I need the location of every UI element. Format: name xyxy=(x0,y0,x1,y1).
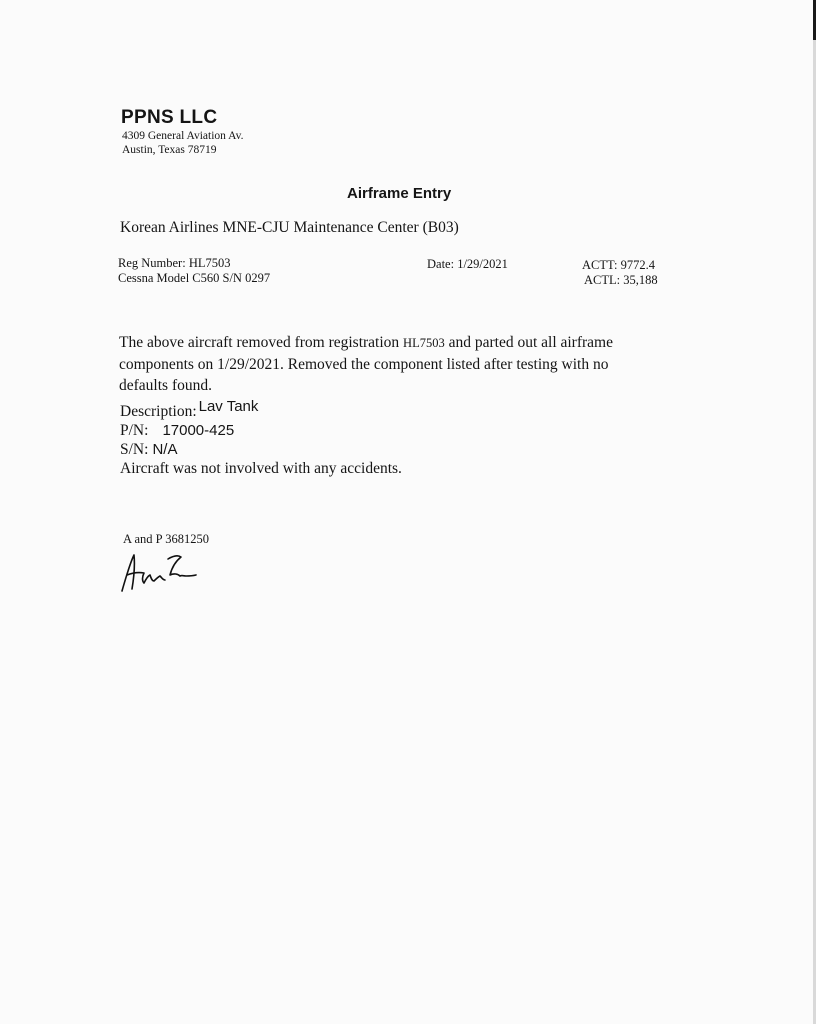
actt-value: ACTT: 9772.4 xyxy=(582,258,655,272)
entry-date: Date: 1/29/2021 xyxy=(427,257,508,271)
statement-line-1 xyxy=(119,332,659,354)
part-number-field xyxy=(120,422,234,440)
statement-line-1-start: The above aircraft removed from registration xyxy=(119,334,404,351)
statement-paragraph xyxy=(119,332,659,396)
statement-line-2: components on 1/29/2021. Removed the component listed after testing with no xyxy=(119,356,609,373)
accident-statement: Aircraft was not involved with any accidents. xyxy=(120,460,402,477)
description-field xyxy=(120,398,259,421)
statement-registration: HL7503 xyxy=(403,336,445,350)
part-number-value: 17000-425 xyxy=(162,422,235,439)
maintenance-center-line: Korean Airlines MNE-CJU Maintenance Center (B03) xyxy=(120,219,459,236)
statement-line-3: defaults found. xyxy=(119,377,212,394)
serial-number-value: N/A xyxy=(152,441,178,458)
signature xyxy=(118,545,198,597)
description-value: Lav Tank xyxy=(198,398,259,415)
description-label: Description: xyxy=(120,403,197,420)
serial-number-label: S/N: xyxy=(120,441,149,458)
ap-certificate-number: A and P 3681250 xyxy=(123,532,209,546)
serial-number-field xyxy=(120,441,177,459)
registration-number: Reg Number: HL7503 xyxy=(118,256,231,270)
part-number-label: P/N: xyxy=(120,422,149,439)
company-address-line2: Austin, Texas 78719 xyxy=(122,144,217,156)
company-name: PPNS LLC xyxy=(121,107,218,128)
company-address-line1: 4309 General Aviation Av. xyxy=(122,130,244,142)
actl-value: ACTL: 35,188 xyxy=(584,273,658,287)
aircraft-model: Cessna Model C560 S/N 0297 xyxy=(118,271,271,285)
document-title: Airframe Entry xyxy=(347,185,452,202)
statement-line-1-end: and parted out all airframe xyxy=(444,334,613,351)
